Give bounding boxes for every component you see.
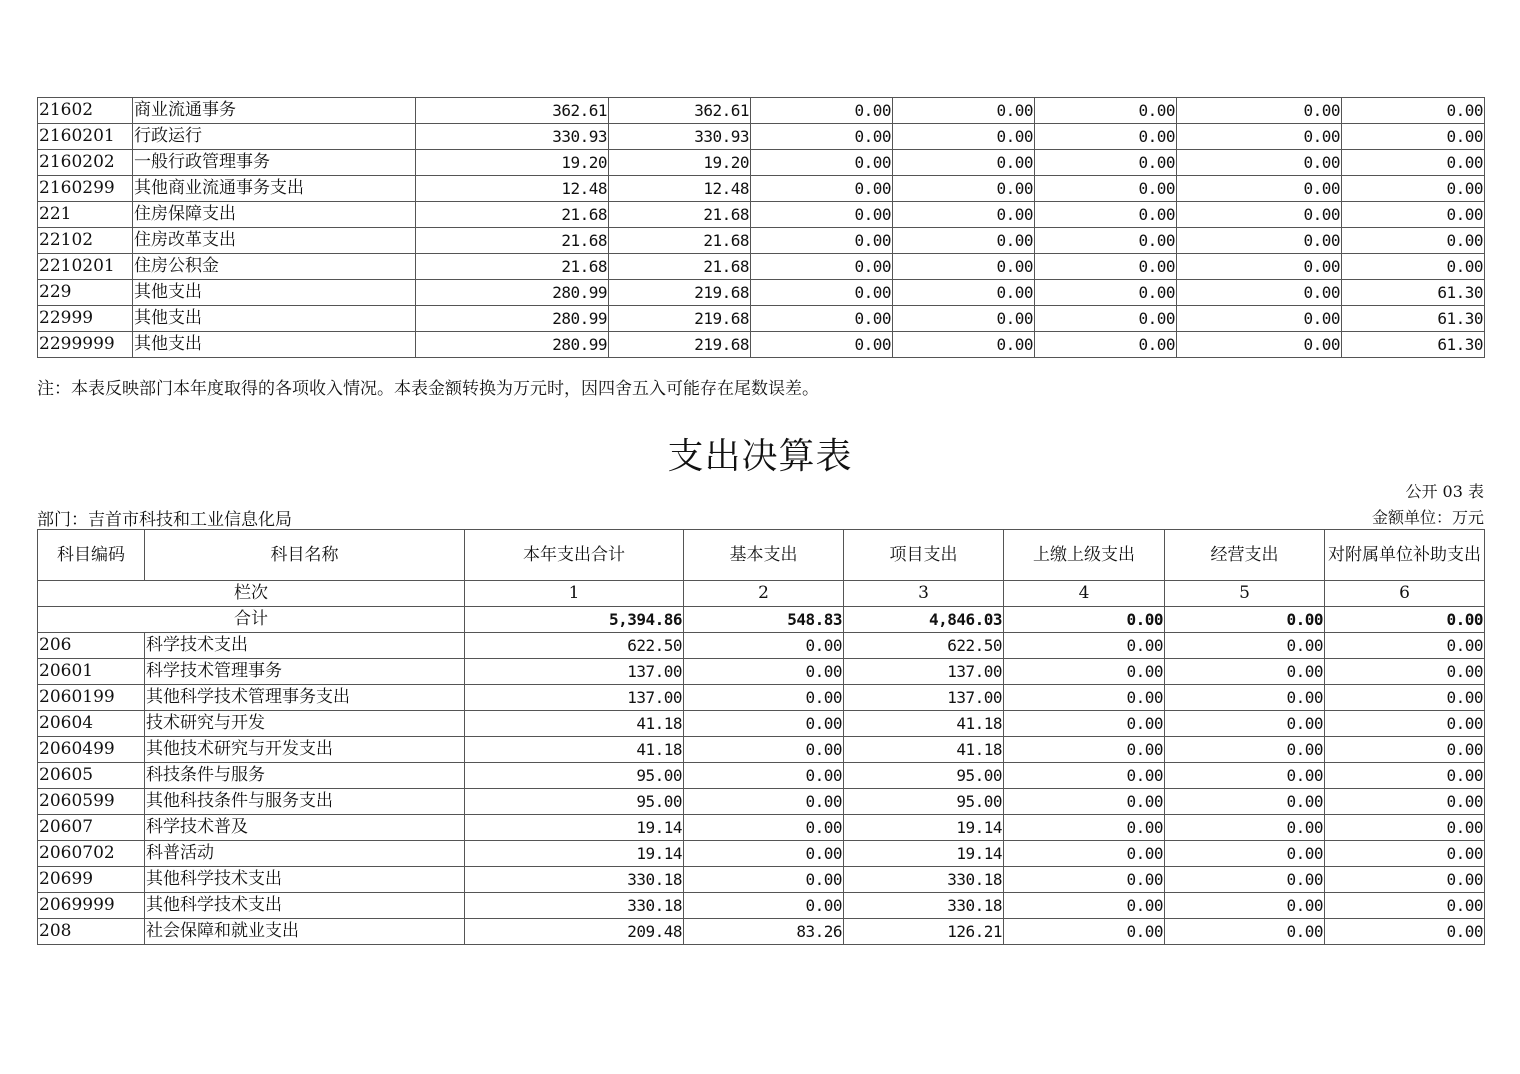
amount-cell: 0.00 — [1035, 332, 1177, 358]
amount-cell: 41.18 — [465, 711, 684, 737]
subject-code: 2060199 — [38, 685, 145, 711]
amount-cell: 12.48 — [609, 176, 751, 202]
amount-cell: 0.00 — [684, 711, 844, 737]
table-row — [38, 867, 1485, 893]
subject-name: 技术研究与开发 — [145, 711, 465, 737]
amount-cell: 0.00 — [1342, 228, 1485, 254]
amount-cell: 19.14 — [844, 815, 1004, 841]
subject-code: 22999 — [38, 306, 133, 332]
amount-cell: 0.00 — [684, 659, 844, 685]
amount-cell: 280.99 — [416, 306, 609, 332]
subject-code: 20605 — [38, 763, 145, 789]
amount-cell: 0.00 — [1177, 254, 1342, 280]
amount-cell: 0.00 — [1177, 176, 1342, 202]
subject-name: 商业流通事务 — [133, 98, 416, 124]
amount-cell: 330.18 — [844, 893, 1004, 919]
subject-name: 住房改革支出 — [133, 228, 416, 254]
table-row — [38, 737, 1485, 763]
amount-cell: 61.30 — [1342, 332, 1485, 358]
table-row — [38, 228, 1485, 254]
income-note: 注：本表反映部门本年度取得的各项收入情况。本表金额转换为万元时，因四舍五入可能存在尾数误差。 — [37, 379, 819, 399]
subject-code: 2160202 — [38, 150, 133, 176]
subject-code: 2060499 — [38, 737, 145, 763]
amount-cell: 0.00 — [1177, 202, 1342, 228]
amount-cell: 0.00 — [1325, 841, 1485, 867]
amount-cell: 330.93 — [609, 124, 751, 150]
total-value: 4,846.03 — [844, 607, 1004, 633]
table-row — [38, 124, 1485, 150]
table-row — [38, 841, 1485, 867]
amount-cell: 0.00 — [1177, 228, 1342, 254]
subject-name: 其他支出 — [133, 332, 416, 358]
subject-code: 20607 — [38, 815, 145, 841]
amount-cell: 0.00 — [1004, 763, 1165, 789]
table-row — [38, 306, 1485, 332]
total-value: 5,394.86 — [465, 607, 684, 633]
amount-cell: 280.99 — [416, 280, 609, 306]
amount-cell: 0.00 — [1035, 228, 1177, 254]
total-label: 合计 — [38, 607, 465, 633]
total-value: 548.83 — [684, 607, 844, 633]
amount-cell: 0.00 — [1342, 150, 1485, 176]
amount-cell: 0.00 — [1165, 867, 1325, 893]
header-cell: 上缴上级支出 — [1004, 530, 1165, 581]
table-row — [38, 711, 1485, 737]
subject-name: 住房保障支出 — [133, 202, 416, 228]
amount-cell: 137.00 — [465, 685, 684, 711]
amount-cell: 21.68 — [416, 202, 609, 228]
header-cell: 本年支出合计 — [465, 530, 684, 581]
amount-cell: 0.00 — [893, 228, 1035, 254]
amount-cell: 622.50 — [844, 633, 1004, 659]
amount-cell: 0.00 — [1325, 737, 1485, 763]
subject-name: 其他科技条件与服务支出 — [145, 789, 465, 815]
column-number: 2 — [684, 581, 844, 607]
amount-cell: 12.48 — [416, 176, 609, 202]
amount-cell: 0.00 — [751, 306, 893, 332]
amount-cell: 0.00 — [893, 202, 1035, 228]
amount-cell: 0.00 — [1035, 150, 1177, 176]
amount-cell: 0.00 — [1325, 711, 1485, 737]
subject-name: 科学技术支出 — [145, 633, 465, 659]
amount-cell: 0.00 — [1004, 789, 1165, 815]
amount-cell: 0.00 — [1165, 919, 1325, 945]
amount-cell: 0.00 — [1035, 98, 1177, 124]
department-label: 部门：吉首市科技和工业信息化局 — [37, 510, 292, 530]
amount-cell: 0.00 — [893, 254, 1035, 280]
amount-cell: 137.00 — [465, 659, 684, 685]
amount-cell: 0.00 — [684, 737, 844, 763]
amount-cell: 0.00 — [684, 633, 844, 659]
amount-cell: 330.18 — [465, 867, 684, 893]
subject-name: 其他科学技术支出 — [145, 867, 465, 893]
amount-cell: 19.14 — [465, 841, 684, 867]
subject-code: 2210201 — [38, 254, 133, 280]
header-cell: 科目编码 — [38, 530, 145, 581]
amount-cell: 19.20 — [416, 150, 609, 176]
amount-cell: 330.18 — [465, 893, 684, 919]
column-number: 1 — [465, 581, 684, 607]
amount-cell: 0.00 — [1325, 893, 1485, 919]
subject-name: 社会保障和就业支出 — [145, 919, 465, 945]
amount-cell: 0.00 — [1342, 254, 1485, 280]
column-label: 栏次 — [38, 581, 465, 607]
subject-code: 2160201 — [38, 124, 133, 150]
subject-code: 20699 — [38, 867, 145, 893]
amount-cell: 137.00 — [844, 659, 1004, 685]
amount-cell: 0.00 — [751, 124, 893, 150]
subject-name: 科普活动 — [145, 841, 465, 867]
subject-name: 住房公积金 — [133, 254, 416, 280]
subject-name: 科学技术管理事务 — [145, 659, 465, 685]
amount-cell: 0.00 — [684, 763, 844, 789]
amount-cell: 0.00 — [1177, 280, 1342, 306]
amount-cell: 0.00 — [1177, 150, 1342, 176]
total-value: 0.00 — [1325, 607, 1485, 633]
subject-name: 一般行政管理事务 — [133, 150, 416, 176]
amount-cell: 0.00 — [751, 280, 893, 306]
amount-cell: 21.68 — [609, 254, 751, 280]
amount-cell: 0.00 — [893, 332, 1035, 358]
table-row — [38, 659, 1485, 685]
amount-cell: 0.00 — [1165, 711, 1325, 737]
amount-cell: 0.00 — [751, 98, 893, 124]
subject-code: 21602 — [38, 98, 133, 124]
page-title: 支出决算表 — [667, 436, 853, 477]
subject-code: 221 — [38, 202, 133, 228]
subject-name: 其他技术研究与开发支出 — [145, 737, 465, 763]
amount-cell: 0.00 — [1325, 685, 1485, 711]
amount-cell: 21.68 — [416, 228, 609, 254]
table-row — [38, 919, 1485, 945]
subject-code: 20604 — [38, 711, 145, 737]
amount-cell: 0.00 — [684, 789, 844, 815]
amount-cell: 19.14 — [844, 841, 1004, 867]
amount-cell: 0.00 — [1325, 815, 1485, 841]
amount-cell: 126.21 — [844, 919, 1004, 945]
total-value: 0.00 — [1165, 607, 1325, 633]
amount-cell: 280.99 — [416, 332, 609, 358]
total-value: 0.00 — [1004, 607, 1165, 633]
amount-cell: 0.00 — [684, 841, 844, 867]
subject-code: 2299999 — [38, 332, 133, 358]
subject-name: 科技条件与服务 — [145, 763, 465, 789]
column-number: 5 — [1165, 581, 1325, 607]
amount-cell: 219.68 — [609, 306, 751, 332]
amount-cell: 0.00 — [1325, 919, 1485, 945]
amount-cell: 0.00 — [1004, 737, 1165, 763]
amount-cell: 0.00 — [1035, 176, 1177, 202]
amount-cell: 21.68 — [609, 202, 751, 228]
subject-code: 2060702 — [38, 841, 145, 867]
subject-code: 229 — [38, 280, 133, 306]
amount-cell: 0.00 — [684, 685, 844, 711]
header-cell: 科目名称 — [145, 530, 465, 581]
table-row — [38, 763, 1485, 789]
subject-code: 208 — [38, 919, 145, 945]
subject-name: 其他科学技术支出 — [145, 893, 465, 919]
amount-cell: 362.61 — [416, 98, 609, 124]
amount-cell: 0.00 — [1035, 124, 1177, 150]
amount-cell: 0.00 — [893, 176, 1035, 202]
amount-cell: 219.68 — [609, 280, 751, 306]
amount-cell: 95.00 — [844, 789, 1004, 815]
amount-cell: 0.00 — [1035, 202, 1177, 228]
amount-cell: 330.93 — [416, 124, 609, 150]
amount-cell: 0.00 — [1177, 306, 1342, 332]
expenditure-table — [37, 529, 1485, 945]
table-row — [38, 815, 1485, 841]
amount-cell: 0.00 — [1177, 98, 1342, 124]
table-row — [38, 254, 1485, 280]
table-row — [38, 789, 1485, 815]
amount-unit-label: 金额单位：万元 — [1371, 508, 1484, 527]
amount-cell: 330.18 — [844, 867, 1004, 893]
amount-cell: 61.30 — [1342, 306, 1485, 332]
amount-cell: 0.00 — [751, 254, 893, 280]
amount-cell: 0.00 — [684, 893, 844, 919]
subject-name: 其他支出 — [133, 306, 416, 332]
amount-cell: 0.00 — [1004, 685, 1165, 711]
amount-cell: 0.00 — [1177, 124, 1342, 150]
header-cell: 经营支出 — [1165, 530, 1325, 581]
amount-cell: 0.00 — [1165, 685, 1325, 711]
amount-cell: 0.00 — [893, 280, 1035, 306]
subject-code: 206 — [38, 633, 145, 659]
table-row — [38, 280, 1485, 306]
amount-cell: 21.68 — [609, 228, 751, 254]
amount-cell: 0.00 — [751, 176, 893, 202]
amount-cell: 0.00 — [1165, 893, 1325, 919]
column-number: 4 — [1004, 581, 1165, 607]
amount-cell: 0.00 — [1004, 633, 1165, 659]
amount-cell: 0.00 — [1325, 659, 1485, 685]
amount-cell: 219.68 — [609, 332, 751, 358]
amount-cell: 0.00 — [1035, 254, 1177, 280]
amount-cell: 41.18 — [844, 711, 1004, 737]
amount-cell: 0.00 — [1165, 737, 1325, 763]
amount-cell: 0.00 — [751, 150, 893, 176]
table-row — [38, 685, 1485, 711]
amount-cell: 0.00 — [1342, 176, 1485, 202]
amount-cell: 622.50 — [465, 633, 684, 659]
amount-cell: 137.00 — [844, 685, 1004, 711]
subject-name: 科学技术普及 — [145, 815, 465, 841]
amount-cell: 41.18 — [465, 737, 684, 763]
table-row — [38, 150, 1485, 176]
amount-cell: 21.68 — [416, 254, 609, 280]
amount-cell: 61.30 — [1342, 280, 1485, 306]
amount-cell: 0.00 — [684, 815, 844, 841]
income-table-continuation — [37, 97, 1485, 358]
amount-cell: 0.00 — [684, 867, 844, 893]
amount-cell: 0.00 — [1035, 306, 1177, 332]
table-row — [38, 176, 1485, 202]
amount-cell: 83.26 — [684, 919, 844, 945]
table-row — [38, 332, 1485, 358]
subject-name: 其他商业流通事务支出 — [133, 176, 416, 202]
column-number: 6 — [1325, 581, 1485, 607]
amount-cell: 209.48 — [465, 919, 684, 945]
amount-cell: 0.00 — [751, 228, 893, 254]
header-cell: 项目支出 — [844, 530, 1004, 581]
amount-cell: 0.00 — [893, 150, 1035, 176]
subject-code: 2160299 — [38, 176, 133, 202]
amount-cell: 0.00 — [1004, 841, 1165, 867]
amount-cell: 95.00 — [465, 789, 684, 815]
subject-name: 其他科学技术管理事务支出 — [145, 685, 465, 711]
amount-cell: 95.00 — [465, 763, 684, 789]
subject-code: 22102 — [38, 228, 133, 254]
header-row — [38, 530, 1485, 581]
amount-cell: 0.00 — [1004, 919, 1165, 945]
amount-cell: 0.00 — [1165, 633, 1325, 659]
amount-cell: 19.20 — [609, 150, 751, 176]
amount-cell: 19.14 — [465, 815, 684, 841]
total-row — [38, 607, 1485, 633]
amount-cell: 0.00 — [1165, 789, 1325, 815]
amount-cell: 41.18 — [844, 737, 1004, 763]
amount-cell: 0.00 — [1004, 815, 1165, 841]
table-row — [38, 893, 1485, 919]
amount-cell: 0.00 — [751, 332, 893, 358]
amount-cell: 0.00 — [1325, 633, 1485, 659]
amount-cell: 0.00 — [1004, 659, 1165, 685]
header-cell: 基本支出 — [684, 530, 844, 581]
amount-cell: 0.00 — [893, 98, 1035, 124]
amount-cell: 0.00 — [1165, 763, 1325, 789]
amount-cell: 0.00 — [1165, 659, 1325, 685]
amount-cell: 0.00 — [1004, 893, 1165, 919]
table-row — [38, 633, 1485, 659]
subject-code: 2060599 — [38, 789, 145, 815]
amount-cell: 0.00 — [1165, 815, 1325, 841]
amount-cell: 0.00 — [751, 202, 893, 228]
amount-cell: 0.00 — [1035, 280, 1177, 306]
amount-cell: 0.00 — [1342, 202, 1485, 228]
table-row — [38, 202, 1485, 228]
amount-cell: 0.00 — [893, 306, 1035, 332]
table-number: 公开 03 表 — [1405, 482, 1484, 501]
column-number: 3 — [844, 581, 1004, 607]
amount-cell: 0.00 — [1342, 124, 1485, 150]
amount-cell: 0.00 — [1165, 841, 1325, 867]
subject-code: 2069999 — [38, 893, 145, 919]
subject-name: 其他支出 — [133, 280, 416, 306]
table-row — [38, 98, 1485, 124]
subject-code: 20601 — [38, 659, 145, 685]
amount-cell: 0.00 — [1342, 98, 1485, 124]
amount-cell: 0.00 — [1325, 867, 1485, 893]
subject-name: 行政运行 — [133, 124, 416, 150]
amount-cell: 362.61 — [609, 98, 751, 124]
amount-cell: 0.00 — [1325, 763, 1485, 789]
amount-cell: 0.00 — [1325, 789, 1485, 815]
header-cell: 对附属单位补助支出 — [1325, 530, 1485, 581]
amount-cell: 95.00 — [844, 763, 1004, 789]
amount-cell: 0.00 — [893, 124, 1035, 150]
amount-cell: 0.00 — [1004, 867, 1165, 893]
amount-cell: 0.00 — [1004, 711, 1165, 737]
amount-cell: 0.00 — [1177, 332, 1342, 358]
column-number-row — [38, 581, 1485, 607]
